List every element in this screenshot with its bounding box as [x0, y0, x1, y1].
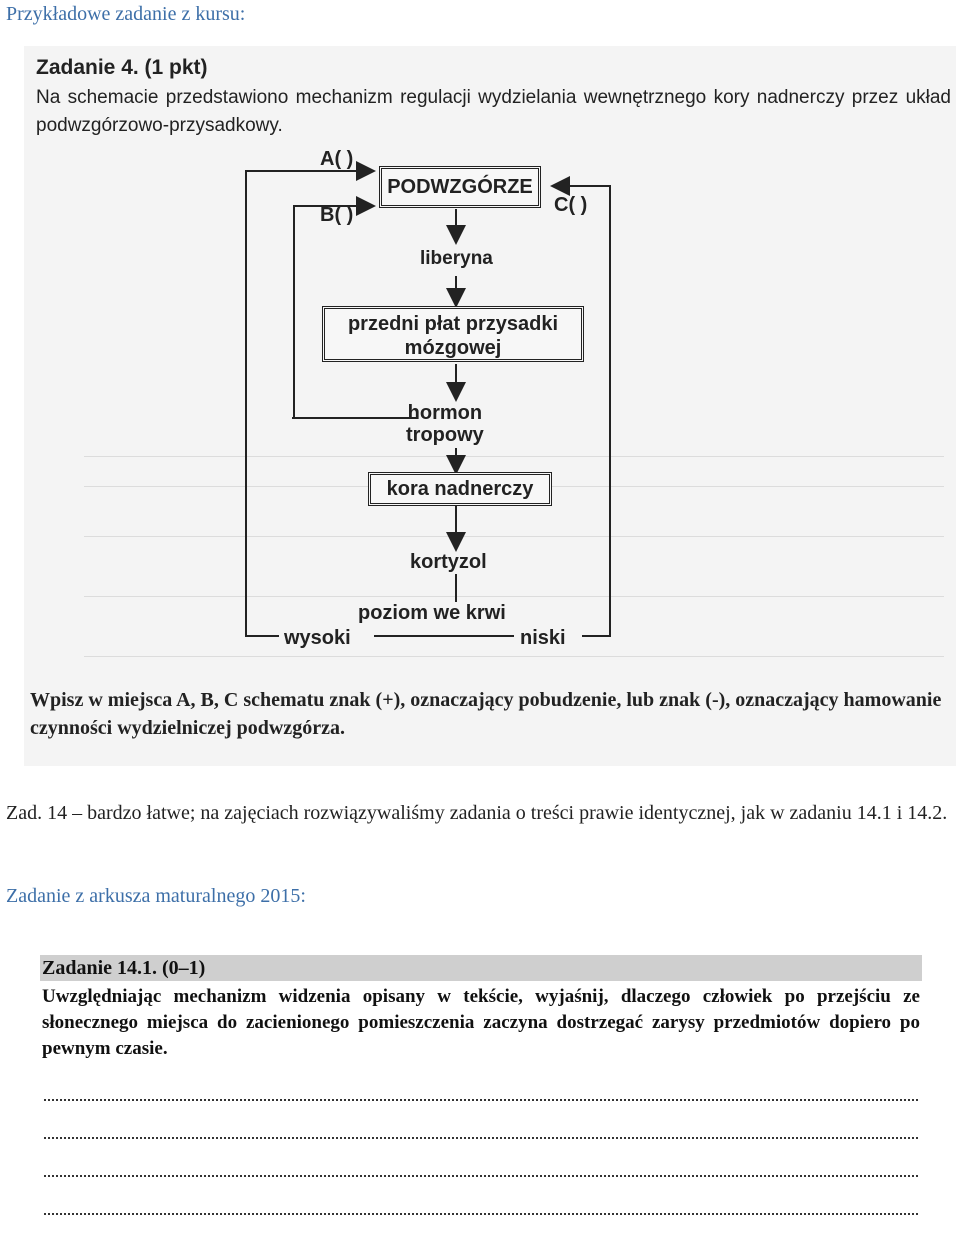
task-14-1-text: Uwzględniając mechanizm widzenia opisany w tekście, wyjaśnij, dlaczego człowiek po przejściu ze słonecznego miejsca do zacienionego pomieszczenia zaczyna dostrzegać zarysy przedmiotów dopiero po pewnym czasie.: [42, 986, 920, 1059]
node-hormon: [406, 402, 484, 446]
answer-line[interactable]: [44, 1173, 918, 1177]
label-b: B( ): [320, 204, 354, 226]
node-hormon-line2: tropowy: [406, 424, 484, 446]
node-liberyna: liberyna: [420, 248, 493, 269]
feedback-diagram: [24, 46, 956, 766]
task-title: Zadanie 4. (1 pkt): [36, 56, 208, 79]
node-podwzgorze: PODWZGÓRZE: [379, 166, 541, 208]
feedback-line-c: [554, 186, 610, 636]
task-14-1: [40, 955, 922, 1062]
feedback-line-a: [246, 171, 372, 636]
answer-line[interactable]: [44, 1135, 918, 1139]
node-wysoki: wysoki: [284, 627, 351, 649]
paragraph-arkusz: Zadanie z arkusza maturalnego 2015:: [6, 885, 306, 907]
section-heading: Przykładowe zadanie z kursu:: [6, 3, 246, 25]
scanned-task-image: [24, 46, 956, 766]
node-poziom: poziom we krwi: [358, 602, 506, 624]
paragraph-zad14: Zad. 14 – bardzo łatwe; na zajęciach rozwiązywaliśmy zadania o treści prawie identycznej, jak w zadaniu 14.1 i 14.2.: [6, 802, 948, 824]
answer-line[interactable]: [44, 1097, 918, 1101]
node-przysadka-line2: mózgowej: [404, 337, 502, 359]
node-kora-nadnerczy: kora nadnerczy: [368, 472, 552, 506]
node-niski: niski: [520, 627, 566, 649]
node-przysadka-line1: przedni płat przysadki: [347, 313, 559, 335]
task-instruction: Wpisz w miejsca A, B, C schematu znak (+), oznaczający pobudzenie, lub znak (-), oznaczający hamowanie czynności wydzielniczej podwzgórza.: [30, 689, 942, 739]
label-c: C( ): [554, 194, 588, 216]
node-przysadka: [322, 306, 584, 362]
node-hormon-line1: hormon: [407, 402, 483, 424]
task-14-1-title: Zadanie 14.1. (0–1): [40, 955, 922, 981]
task-description: Na schemacie przedstawiono mechanizm regulacji wydzielania wewnętrznego kory nadnerczy przez układ podwzgórzowo-przysadkowy.: [36, 87, 951, 136]
answer-line[interactable]: [44, 1211, 918, 1215]
label-a: A( ): [320, 148, 354, 170]
node-kortyzol: kortyzol: [410, 551, 487, 573]
